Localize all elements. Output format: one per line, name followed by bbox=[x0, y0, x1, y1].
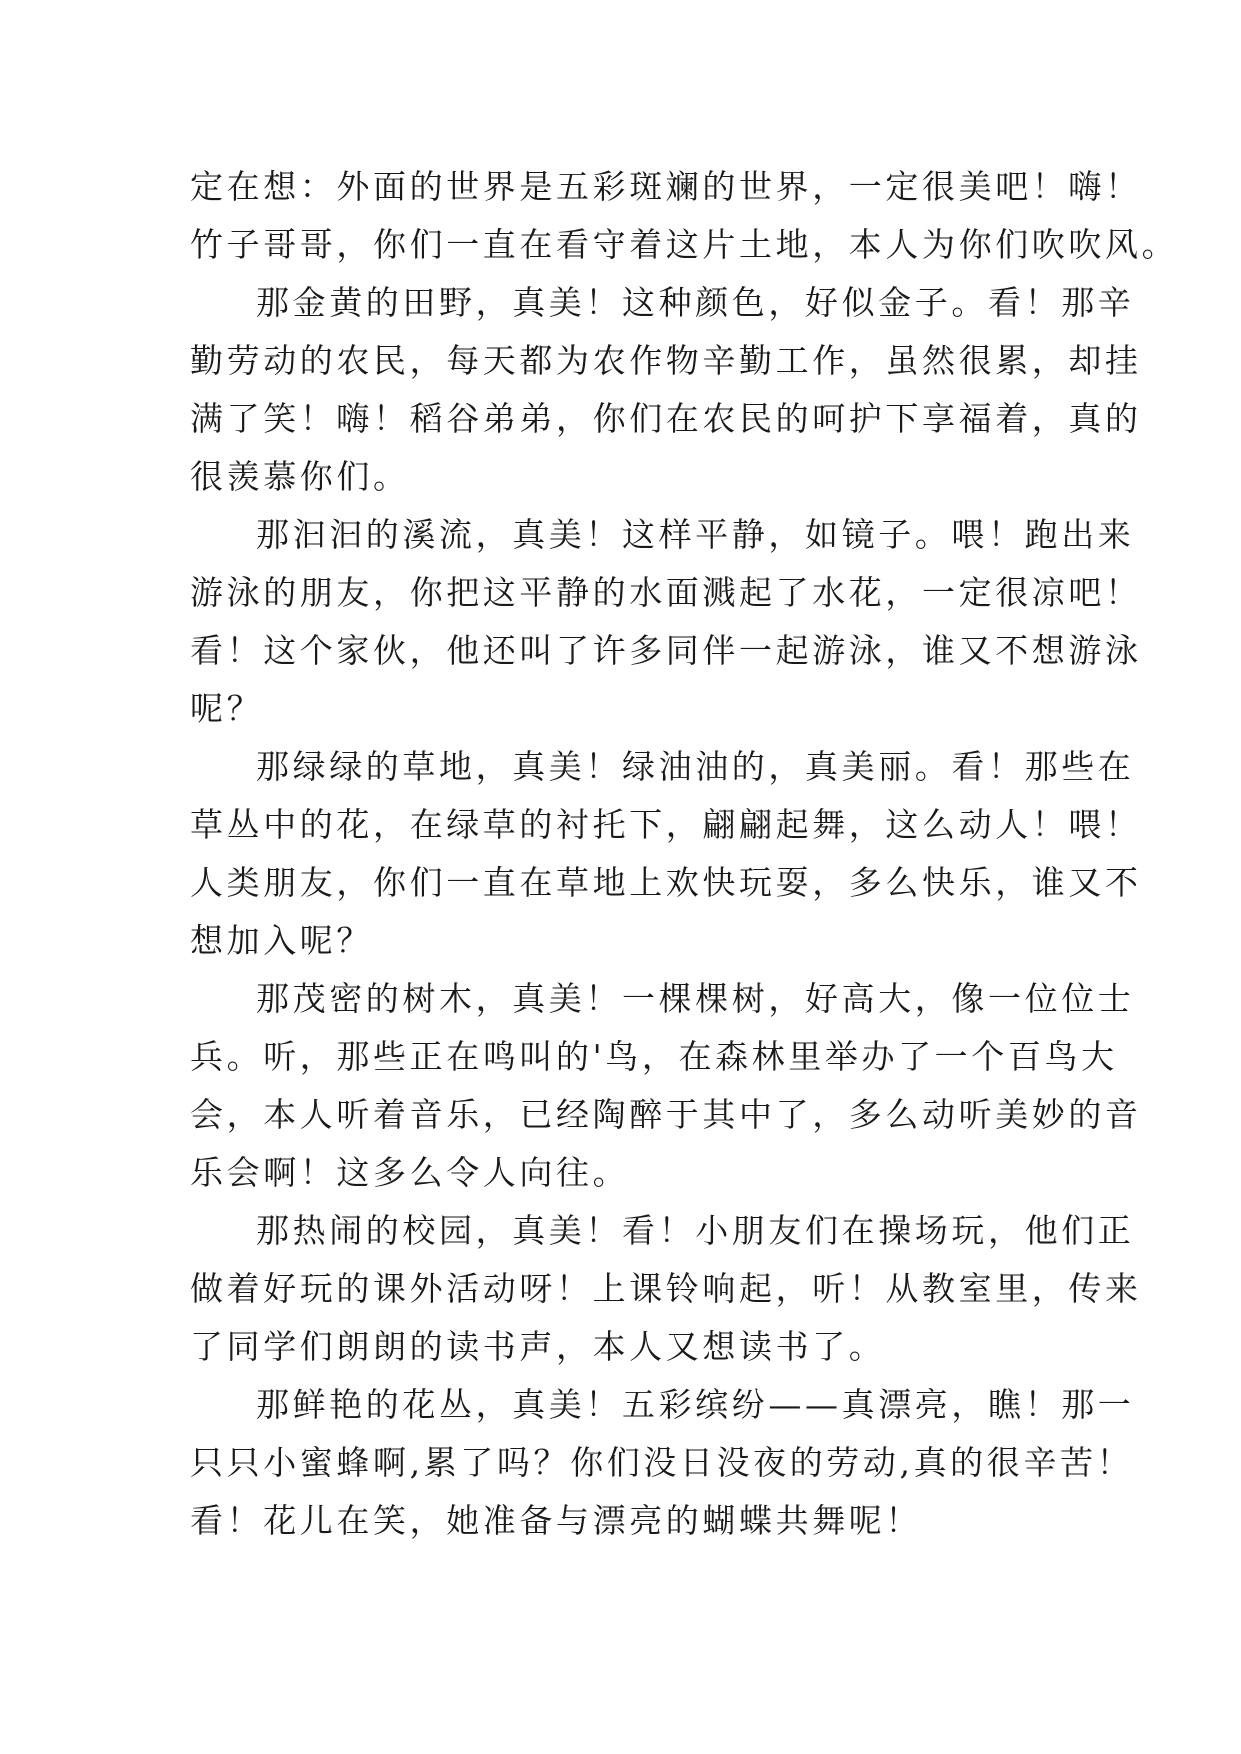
text-line: 那热闹的校园，真美！看！小朋友们在操场玩，他们正 bbox=[256, 1211, 1135, 1250]
text-line: 那汩汩的溪流，真美！这样平静，如镜子。喂！跑出来 bbox=[256, 515, 1135, 554]
paragraph bbox=[190, 506, 1142, 738]
text-line: 草丛中的花，在绿草的衬托下，翩翩起舞，这么动人！喂！ bbox=[190, 805, 1142, 844]
text-line: 看！这个家伙，他还叫了许多同伴一起游泳，谁又不想游泳 bbox=[190, 631, 1142, 670]
text-line: 那绿绿的草地，真美！绿油油的，真美丽。看！那些在 bbox=[256, 747, 1135, 786]
text-line: 呢？ bbox=[190, 689, 264, 728]
text-line: 那金黄的田野，真美！这种颜色，好似金子。看！那辛 bbox=[256, 283, 1135, 322]
text-line: 满了笑！嗨！稻谷弟弟，你们在农民的呵护下享福着，真的 bbox=[190, 399, 1142, 438]
paragraph bbox=[190, 970, 1142, 1202]
paragraph bbox=[190, 158, 1179, 274]
paragraph bbox=[190, 738, 1142, 970]
text-line: 很羡慕你们。 bbox=[190, 457, 410, 496]
text-line: 只只小蜜蜂啊,累了吗？你们没日没夜的劳动,真的很辛苦！ bbox=[190, 1443, 1134, 1482]
text-line: 人类朋友，你们一直在草地上欢快玩耍，多么快乐，谁又不 bbox=[190, 863, 1142, 902]
text-line: 竹子哥哥，你们一直在看守着这片土地，本人为你们吹吹风。 bbox=[190, 225, 1179, 264]
essay-body bbox=[190, 158, 1179, 1550]
text-line: 那茂密的树木，真美！一棵棵树，好高大，像一位位士 bbox=[256, 979, 1135, 1018]
text-line: 了同学们朗朗的读书声，本人又想读书了。 bbox=[190, 1327, 886, 1366]
text-line: 做着好玩的课外活动呀！上课铃响起，听！从教室里，传来 bbox=[190, 1269, 1142, 1308]
text-line: 那鲜艳的花丛，真美！五彩缤纷——真漂亮，瞧！那一 bbox=[256, 1385, 1135, 1424]
text-line: 想加入呢？ bbox=[190, 921, 373, 960]
text-line: 乐会啊！这多么令人向往。 bbox=[190, 1153, 630, 1192]
text-line: 兵。听，那些正在鸣叫的'鸟，在森林里举办了一个百鸟大 bbox=[190, 1037, 1118, 1076]
text-line: 游泳的朋友，你把这平静的水面溅起了水花，一定很凉吧！ bbox=[190, 573, 1142, 612]
text-line: 勤劳动的农民，每天都为农作物辛勤工作，虽然很累，却挂 bbox=[190, 341, 1142, 380]
text-line: 定在想：外面的世界是五彩斑斓的世界，一定很美吧！嗨！ bbox=[190, 167, 1142, 206]
paragraph bbox=[190, 274, 1142, 506]
paragraph bbox=[190, 1376, 1135, 1550]
text-line: 会，本人听着音乐，已经陶醉于其中了，多么动听美妙的音 bbox=[190, 1095, 1142, 1134]
paragraph bbox=[190, 1202, 1142, 1376]
text-line: 看！花儿在笑，她准备与漂亮的蝴蝶共舞呢！ bbox=[190, 1501, 922, 1540]
